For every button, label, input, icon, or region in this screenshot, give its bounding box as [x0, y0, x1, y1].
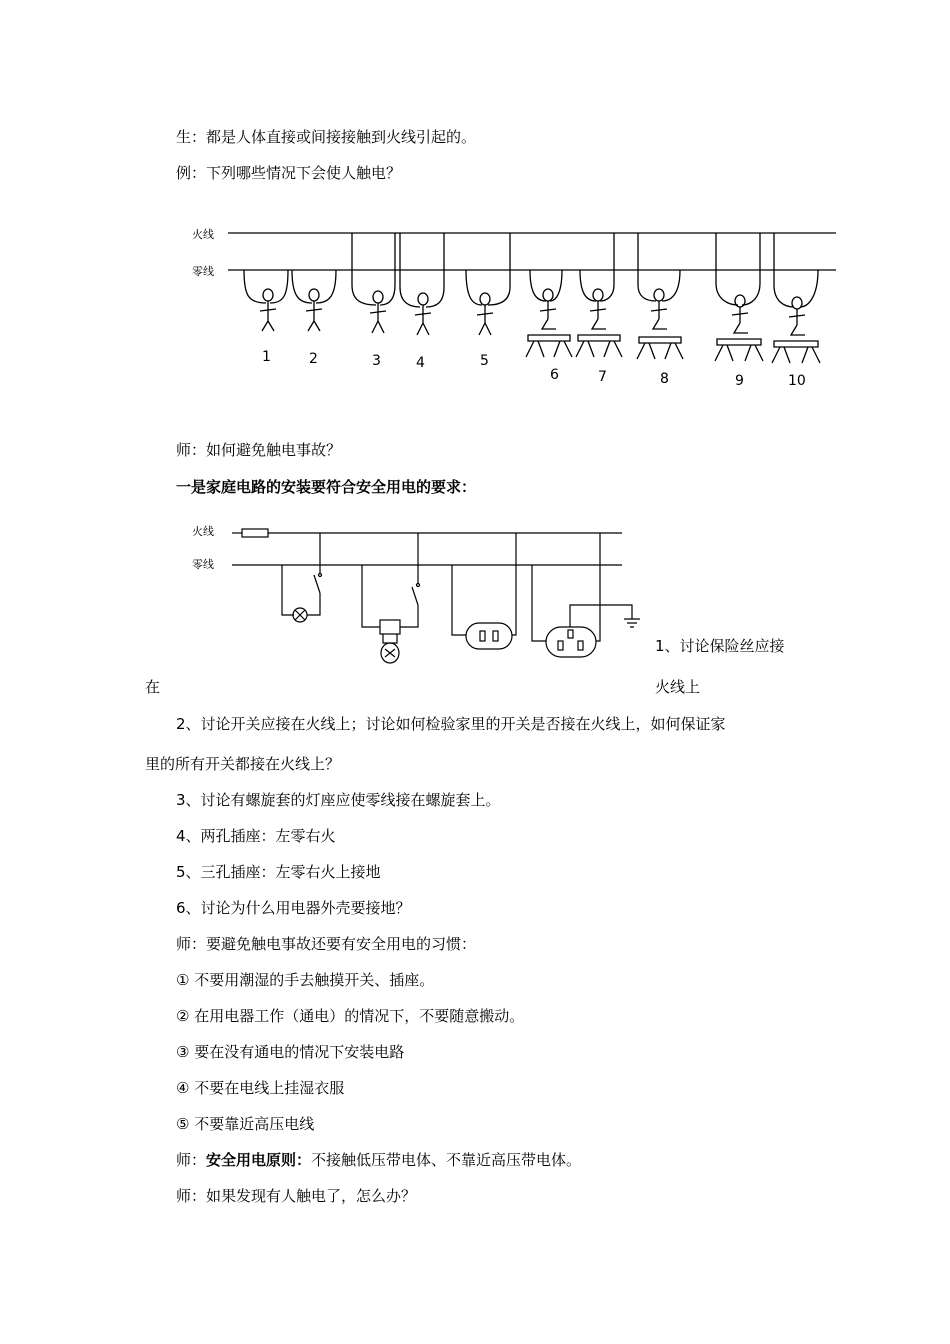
case-number: 9 — [735, 373, 744, 389]
live-wire-label: 火线 — [192, 525, 214, 538]
safety-principle-text: 不接触低压带电体、不靠近高压带电体。 — [311, 1151, 582, 1169]
text-line-5b: 在 — [145, 678, 161, 696]
case-number: 1 — [262, 349, 271, 365]
figure-electric-shock-cases — [180, 215, 840, 395]
text-line-16: ⑤ 不要靠近高压电线 — [176, 1115, 315, 1133]
case-number: 4 — [416, 355, 425, 371]
case-number: 5 — [480, 353, 489, 369]
text-line-14: ③ 要在没有通电的情况下安装电路 — [176, 1043, 405, 1061]
switch-symbol — [412, 587, 418, 605]
case-number: 6 — [550, 367, 559, 383]
text-line-10: 6、讨论为什么用电器外壳要接地？ — [176, 899, 411, 917]
text-line-5a: 1、讨论保险丝应接 — [655, 637, 785, 655]
two-pin-socket-symbol — [466, 623, 512, 649]
case-number: 3 — [372, 353, 381, 369]
text-line-9: 5、三孔插座：左零右火上接地 — [176, 863, 381, 881]
text-line-18: 师：如果发现有人触电了，怎么办？ — [176, 1187, 417, 1205]
live-wire-label: 火线 — [192, 228, 214, 241]
text-line-11: 师：要避免触电事故还要有安全用电的习惯： — [176, 935, 477, 953]
safety-principle-heading: 安全用电原则： — [206, 1151, 312, 1169]
neutral-wire-label: 零线 — [192, 558, 214, 571]
case-number: 10 — [788, 373, 806, 389]
ground-symbol — [624, 619, 640, 627]
text-line-1: 生：都是人体直接或间接接触到火线引起的。 — [176, 128, 477, 146]
text-line-6: 2、讨论开关应接在火线上；讨论如何检验家里的开关是否接在火线上，如何保证家 — [176, 715, 726, 733]
text-line-12: ① 不要用潮湿的手去触摸开关、插座。 — [176, 971, 435, 989]
three-pin-socket-symbol — [546, 627, 596, 657]
text-line-3: 师：如何避免触电事故？ — [176, 441, 342, 459]
case-number: 7 — [598, 369, 607, 385]
case-number: 2 — [309, 351, 318, 367]
text-line-2: 例：下列哪些情况下会使人触电？ — [176, 164, 402, 182]
fuse-symbol — [242, 529, 268, 537]
text-line-5c: 火线上 — [655, 678, 701, 696]
neutral-wire-label: 零线 — [192, 265, 214, 278]
text-line-8: 4、两孔插座：左零右火 — [176, 827, 336, 845]
lamp-socket-symbol — [380, 620, 400, 634]
figure-household-circuit — [180, 515, 660, 685]
switch-symbol — [314, 575, 320, 593]
text-line-17 — [176, 1150, 581, 1170]
text-line-6b: 里的所有开关都接在火线上？ — [145, 755, 341, 773]
text-line-7: 3、讨论有螺旋套的灯座应使零线接在螺旋套上。 — [176, 791, 501, 809]
text-line-13: ② 在用电器工作（通电）的情况下，不要随意搬动。 — [176, 1007, 525, 1025]
case-number: 8 — [660, 371, 669, 387]
text-line-15: ④ 不要在电线上挂湿衣服 — [176, 1079, 345, 1097]
text-line-4: 一是家庭电路的安装要符合安全用电的要求： — [176, 478, 477, 496]
text-line-17-prefix: 师： — [176, 1151, 207, 1169]
